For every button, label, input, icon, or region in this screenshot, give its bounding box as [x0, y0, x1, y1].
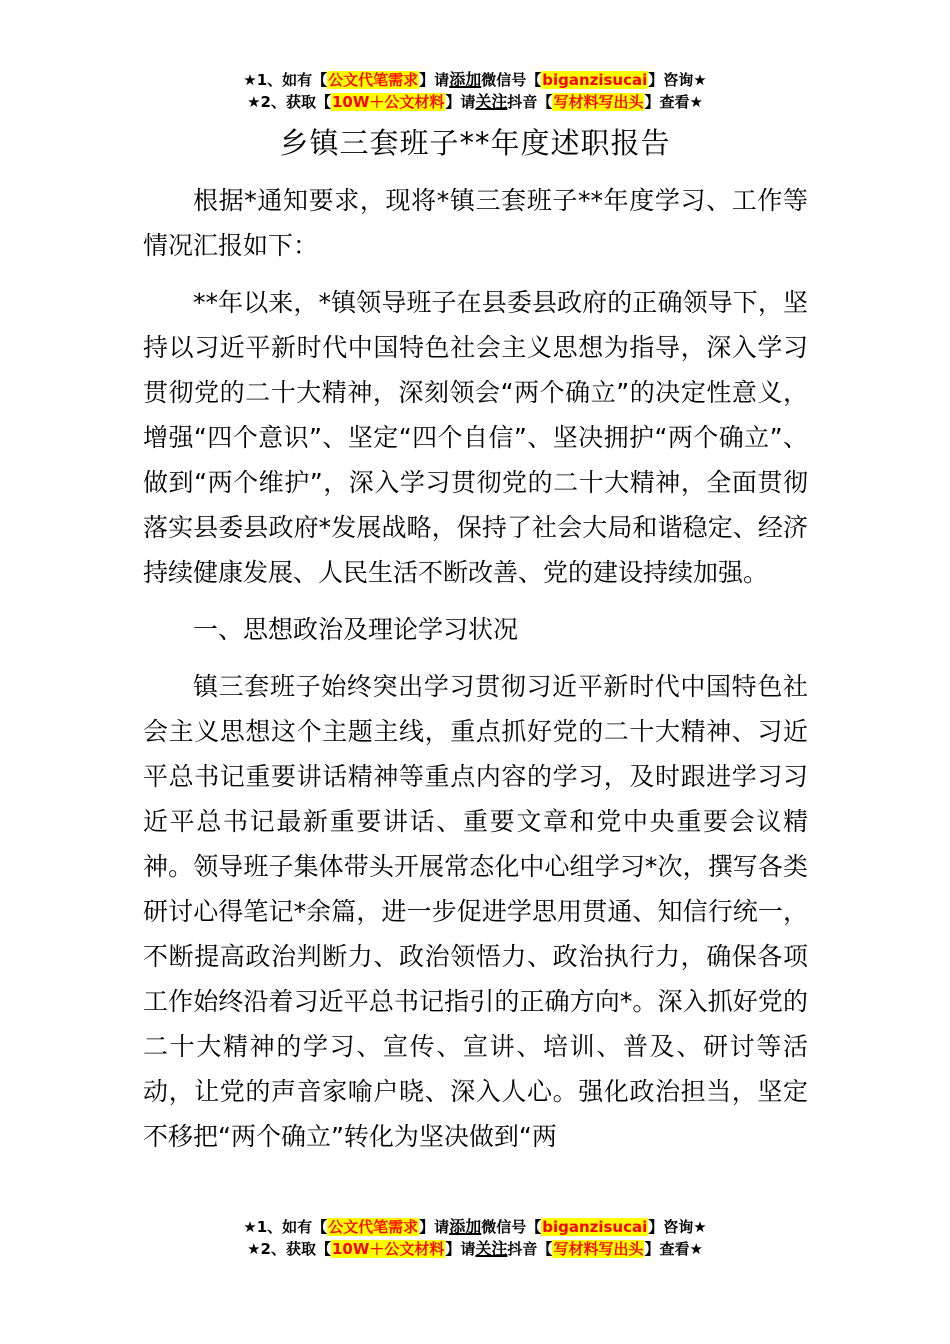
section-paragraph: 镇三套班子始终突出学习贯彻习近平新时代中国特色社会主义思想这个主题主线，重点抓好党的二十大精神、习近平总书记重要讲话精神等重点内容的学习，及时跟进学习习近平总书记最新重要讲话、重要文章和党中央重要会议精神。领导班子集体带头开展常态化中心组学习*次，撰写各类研讨心得笔记*余篇，进一步促进学思用贯通、知信行统一，不断提高政治判断力、政治领悟力、政治执行力，确保各项工作始终沿着习近平总书记指引的正确方向*。深入抓好党的二十大精神的学习、宣传、宣讲、培训、普及、研讨等活动，让党的声音家喻户晓、深入人心。强化政治担当，坚定不移把“两个确立”转化为坚决做到“两 [143, 672, 808, 1151]
wechat-id-highlight: biganzisucai [542, 71, 648, 89]
materials-highlight: 10W＋公文材料 [331, 93, 445, 111]
banner-text: ★2、获取【 [247, 93, 331, 111]
banner-text: 】咨询★ [648, 1218, 707, 1236]
douyin-account-highlight: 写材料写出头 [553, 93, 644, 111]
add-emphasis: 添加 [449, 70, 482, 89]
banner-line-1 [0, 1216, 950, 1238]
document-title: 乡镇三套班子**年度述职报告 [279, 126, 671, 160]
footer-banner [0, 1216, 950, 1260]
banner-text: 】查看★ [644, 1240, 703, 1258]
service-highlight: 公文代笔需求 [328, 1218, 419, 1236]
banner-text: ★2、获取【 [247, 1240, 331, 1258]
follow-emphasis: 关注 [475, 1239, 508, 1258]
overview-paragraph: **年以来，*镇领导班子在县委县政府的正确领导下，坚持以习近平新时代中国特色社会主义思想为指导，深入学习贯彻党的二十大精神，深刻领会“两个确立”的决定性意义，增强“四个意识”、坚定“四个自信”、坚决拥护“两个确立”、做到“两个维护”，深入学习贯彻党的二十大精神，全面贯彻落实县委县政府*发展战略，保持了社会大局和谐稳定、经济持续健康发展、人民生活不断改善、党的建设持续加强。 [143, 288, 808, 587]
service-highlight: 公文代笔需求 [328, 71, 419, 89]
banner-line-1 [0, 69, 950, 91]
banner-text: ★1、如有【 [243, 1218, 328, 1236]
banner-text: 】请 [419, 71, 450, 89]
banner-line-2 [0, 1238, 950, 1260]
add-emphasis: 添加 [449, 1217, 482, 1236]
banner-text: 抖音【 [507, 93, 553, 111]
materials-highlight: 10W＋公文材料 [331, 1240, 445, 1258]
banner-text: 微信号【 [481, 71, 542, 89]
intro-paragraph: 根据*通知要求，现将*镇三套班子**年度学习、工作等情况汇报如下： [143, 186, 808, 260]
banner-text: 】咨询★ [648, 71, 707, 89]
section-heading: 一、思想政治及理论学习状况 [193, 615, 519, 644]
document-body [143, 178, 808, 1171]
douyin-account-highlight: 写材料写出头 [553, 1240, 644, 1258]
banner-text: 】查看★ [644, 93, 703, 111]
follow-emphasis: 关注 [475, 92, 508, 111]
banner-text: 微信号【 [481, 1218, 542, 1236]
banner-text: 抖音【 [507, 1240, 553, 1258]
banner-line-2 [0, 91, 950, 113]
banner-text: ★1、如有【 [243, 71, 328, 89]
banner-text: 】请 [419, 1218, 450, 1236]
banner-text: 】请 [445, 93, 476, 111]
wechat-id-highlight: biganzisucai [542, 1218, 648, 1236]
header-banner [0, 69, 950, 113]
banner-text: 】请 [445, 1240, 476, 1258]
